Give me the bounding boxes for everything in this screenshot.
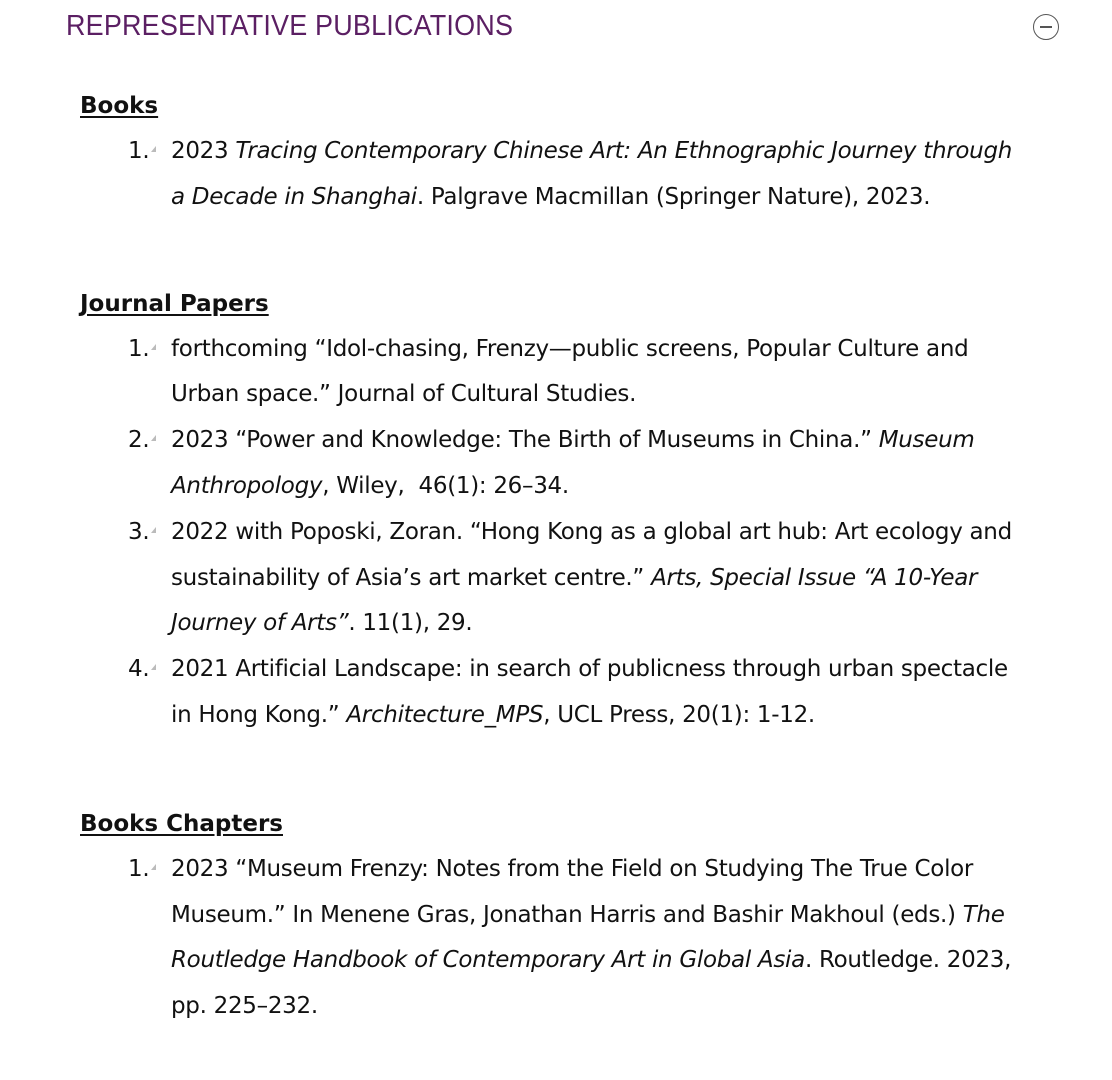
- section-heading-book-chapters: Books Chapters: [80, 810, 283, 837]
- publication-venue: Museum Anthropology: [171, 427, 975, 499]
- publication-details: 2021 Artificial Landscape: in search of publicness through urban spectacle in Hong Kong.”: [171, 656, 1008, 728]
- list-item: [80, 647, 1020, 739]
- minus-bar: [1040, 26, 1052, 28]
- publication-text: [171, 427, 974, 499]
- journal-papers-list: [80, 327, 1020, 739]
- publication-text: [171, 656, 1008, 728]
- list-number: 2.: [128, 418, 158, 464]
- publication-venue: Arts, Special Issue “A 10-Year Journey of Arts”: [171, 564, 978, 637]
- list-number: 1.: [128, 847, 158, 893]
- section-heading-books: Books: [80, 93, 159, 119]
- book-chapters-list: [80, 847, 1020, 1030]
- books-list: [80, 129, 1020, 221]
- publication-details: . Palgrave Macmillan (Springer Nature), 2023.: [416, 183, 931, 210]
- list-item: [80, 129, 1020, 221]
- publication-details: . Routledge. 2023, pp. 225–232.: [171, 947, 1012, 1020]
- publication-details: 2023 “Museum Frenzy: Notes from the Field on Studying The True Color Museum.” In Menene Gras, Jonathan Harris and Bashir Makhoul (eds.): [171, 855, 974, 928]
- list-item: [80, 327, 1020, 419]
- publication-venue: Architecture_MPS: [346, 701, 544, 728]
- publication-details: 2023 “Power and Knowledge: The Birth of Museums in China.”: [171, 427, 879, 454]
- list-number: 1.: [128, 327, 158, 373]
- publication-text: [171, 138, 1012, 210]
- publication-text: [171, 856, 1011, 1019]
- list-item: [80, 847, 1020, 1030]
- list-number: 1.: [128, 129, 158, 175]
- list-number: 4.: [128, 647, 158, 693]
- publications-header: [66, 6, 1066, 50]
- publication-details: , Wiley, 46(1): 26–34.: [322, 472, 569, 499]
- list-item: [80, 510, 1020, 647]
- publication-year: 2023: [171, 138, 236, 164]
- publication-details: , UCL Press, 20(1): 1-12.: [543, 701, 815, 728]
- publication-details: 2022 with Poposki, Zoran. “Hong Kong as a global art hub: Art ecology and sustainability of Asia’s art market centre.”: [171, 518, 1012, 591]
- section-heading-journal-papers: Journal Papers: [80, 290, 269, 317]
- minus-circle-icon[interactable]: [1033, 14, 1059, 40]
- publication-title: Tracing Contemporary Chinese Art: An Ethnographic Journey through a Decade in Shanghai: [171, 138, 1013, 210]
- publication-venue: The Routledge Handbook of Contemporary Art in Global Asia: [171, 901, 1005, 974]
- list-item: [80, 418, 1020, 510]
- publication-text: [171, 519, 1012, 637]
- publication-details: . 11(1), 29.: [348, 610, 473, 637]
- publications-content: [80, 83, 1020, 1030]
- list-number: 3.: [128, 510, 158, 556]
- publication-text: forthcoming “Idol-chasing, Frenzy—public screens, Popular Culture and Urban space.” Journal of Cultural Studies.: [171, 335, 969, 408]
- page-title: REPRESENTATIVE PUBLICATIONS: [66, 10, 514, 42]
